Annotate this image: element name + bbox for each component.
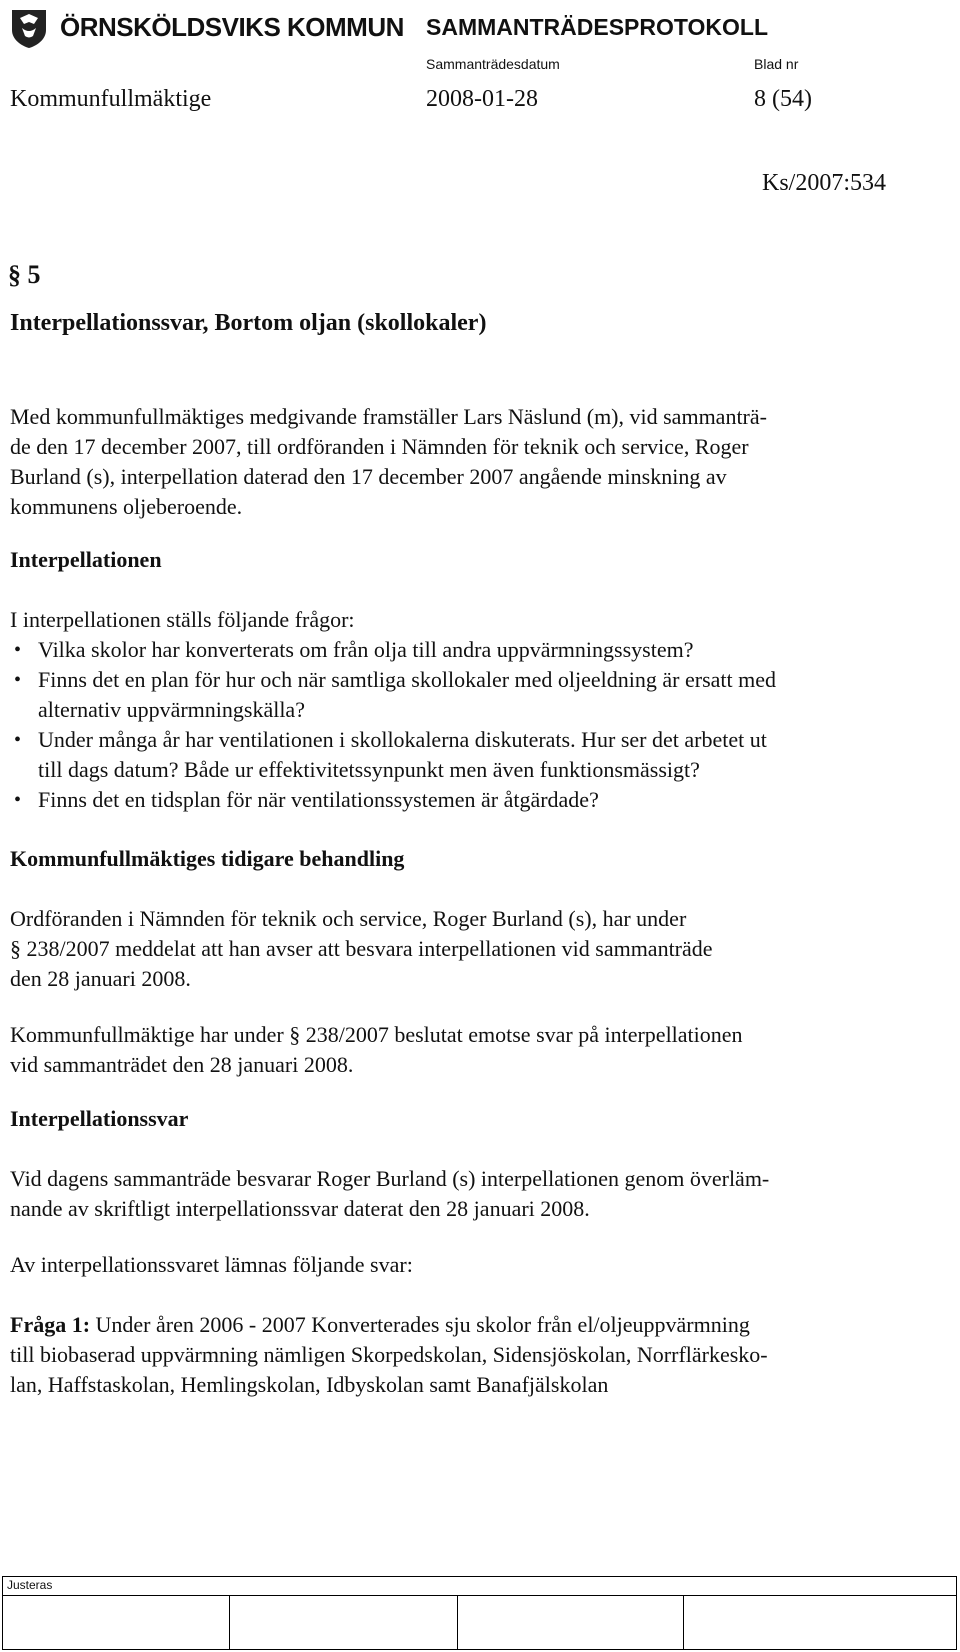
question-list <box>8 635 948 815</box>
text-line: § 238/2007 meddelat att han avser att besvara interpellationen vid sammanträde <box>10 936 713 961</box>
divider <box>3 1595 956 1596</box>
text-line: till biobaserad uppvärmning nämligen Skorpedskolan, Sidensjöskolan, Norrflärkesko- <box>10 1342 768 1367</box>
text-line: Kommunfullmäktige har under § 238/2007 beslutat emotse svar på interpellationen <box>10 1022 743 1047</box>
text-line: lan, Haffstaskolan, Hemlingskolan, Idbyskolan samt Banafjälskolan <box>10 1372 609 1397</box>
text-line: vid sammanträdet den 28 januari 2008. <box>10 1052 354 1077</box>
list-item <box>8 635 948 665</box>
signature-table <box>2 1576 957 1650</box>
answer-label: Fråga 1: <box>10 1312 91 1337</box>
section-heading: Interpellationssvar <box>10 1106 189 1131</box>
text-line: Vid dagens sammanträde besvarar Roger Burland (s) interpellationen genom överläm- <box>10 1166 770 1191</box>
page-number: 8 (54) <box>754 86 812 112</box>
intro-paragraph <box>10 402 950 522</box>
text-line: Burland (s), interpellation daterad den 17 december 2007 angående minskning av <box>10 464 727 489</box>
text-line: • Vilka skolor har konverterats om från olja till andra uppvärmningssystem? <box>38 637 694 662</box>
text-line <box>10 1310 950 1340</box>
page-label: Blad nr <box>754 56 799 72</box>
list-item <box>8 665 948 725</box>
list-item <box>8 725 948 785</box>
text-line: • Under många år har ventilationen i skollokalerna diskuterats. Hur ser det arbetet ut <box>38 727 767 752</box>
coat-of-arms-icon <box>6 4 52 50</box>
text-line: alternativ uppvärmningskälla? <box>38 697 305 722</box>
text-line: Med kommunfullmäktiges medgivande framställer Lars Näslund (m), vid sammanträ- <box>10 404 767 429</box>
paragraph <box>10 1164 950 1224</box>
paragraph: Av interpellationssvaret lämnas följande svar: <box>10 1252 413 1277</box>
committee-name: Kommunfullmäktige <box>10 86 212 112</box>
municipality-logo <box>6 4 52 50</box>
questions-lead: I interpellationen ställs följande frågor: <box>10 607 355 632</box>
section-heading: Kommunfullmäktiges tidigare behandling <box>10 846 405 871</box>
signature-cell <box>457 1595 458 1649</box>
case-number: Ks/2007:534 <box>762 170 887 196</box>
text-line: Ordföranden i Nämnden för teknik och service, Roger Burland (s), har under <box>10 906 687 931</box>
answer-text: Under åren 2006 - 2007 Konverterades sju skolor från el/oljeuppvärmning <box>90 1312 750 1337</box>
text-line: • Finns det en plan för hur och när samtliga skollokaler med oljeeldning är ersatt med <box>38 667 777 692</box>
date-label: Sammanträdesdatum <box>426 56 560 72</box>
text-line: de den 17 december 2007, till ordföranden i Nämnden för teknik och service, Roger <box>10 434 749 459</box>
signature-cell <box>683 1595 684 1649</box>
paragraph <box>10 904 950 994</box>
signature-cell <box>229 1595 230 1649</box>
list-item <box>8 785 948 815</box>
page-title: Interpellationssvar, Bortom oljan (skollokaler) <box>10 310 487 336</box>
meeting-date: 2008-01-28 <box>426 86 538 112</box>
section-heading: Interpellationen <box>10 547 162 572</box>
text-line: kommunens oljeberoende. <box>10 494 243 519</box>
answer-paragraph <box>10 1310 950 1400</box>
text-line: • Finns det en tidsplan för när ventilationssystemen är åtgärdade? <box>38 787 599 812</box>
paragraph <box>10 1020 950 1080</box>
text-line: till dags datum? Både ur effektivitetssynpunkt men även funktionsmässigt? <box>38 757 700 782</box>
justeras-label: Justeras <box>7 1578 53 1592</box>
section-mark: § 5 <box>8 260 41 289</box>
text-line: den 28 januari 2008. <box>10 966 191 991</box>
municipality-name: ÖRNSKÖLDSVIKS KOMMUN <box>60 12 404 42</box>
text-line: nande av skriftligt interpellationssvar daterat den 28 januari 2008. <box>10 1196 590 1221</box>
document-type: SAMMANTRÄDESPROTOKOLL <box>426 14 769 40</box>
